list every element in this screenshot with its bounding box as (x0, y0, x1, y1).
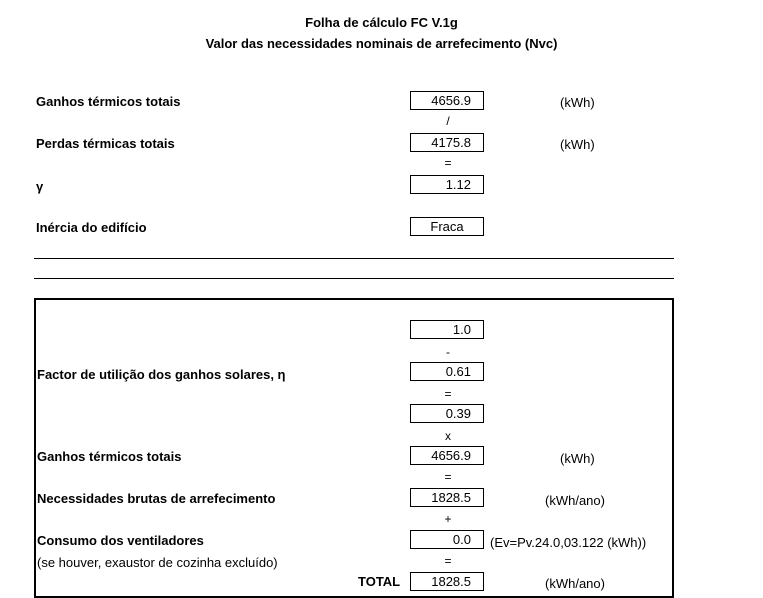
plus-operator: + (444, 512, 452, 526)
consumo-formula: (Ev=Pv.24.0,03.122 (kWh)) (490, 535, 647, 550)
ganhos-unit: (kWh) (560, 95, 595, 110)
divide-operator: / (446, 114, 450, 128)
gamma-value-cell[interactable]: 1.12 (410, 175, 484, 194)
necessidades-value-cell[interactable]: 1828.5 (410, 488, 484, 507)
equals-operator-3: = (444, 554, 452, 568)
perdas-unit: (kWh) (560, 137, 595, 152)
minus-operator: - (446, 345, 450, 359)
inercia-label: Inércia do edifício (36, 220, 147, 235)
necessidades-label: Necessidades brutas de arrefecimento (37, 491, 276, 506)
ganhos-value-cell[interactable]: 4656.9 (410, 91, 484, 110)
equals-operator-2: = (444, 470, 452, 484)
separator-line-1 (34, 258, 674, 259)
factor-value-cell[interactable]: 0.61 (410, 362, 484, 381)
times-operator: x (445, 429, 451, 443)
box-ganhos-label: Ganhos térmicos totais (37, 449, 182, 464)
perdas-value-cell[interactable]: 4175.8 (410, 133, 484, 152)
total-value-cell[interactable]: 1828.5 (410, 572, 484, 591)
ganhos-label: Ganhos térmicos totais (36, 94, 181, 109)
one-value-cell[interactable]: 1.0 (410, 320, 484, 339)
sheet-title: Folha de cálculo FC V.1g (305, 15, 458, 30)
equals-operator: = (444, 156, 452, 170)
box-ganhos-unit: (kWh) (560, 451, 595, 466)
total-unit: (kWh/ano) (545, 576, 605, 591)
consumo-label: Consumo dos ventiladores (37, 533, 204, 548)
total-label: TOTAL (358, 574, 401, 589)
equals-operator-1: = (444, 387, 452, 401)
diff-value-cell[interactable]: 0.39 (410, 404, 484, 423)
perdas-label: Perdas térmicas totais (36, 136, 175, 151)
inercia-value-cell[interactable]: Fraca (410, 217, 484, 236)
necessidades-unit: (kWh/ano) (545, 493, 605, 508)
factor-label: Factor de utilição dos ganhos solares, η (37, 367, 286, 382)
consumo-value-cell[interactable]: 0.0 (410, 530, 484, 549)
gamma-label: γ (36, 179, 44, 194)
sheet-subtitle: Valor das necessidades nominais de arrefecimento (Nvc) (205, 36, 558, 51)
cooling-calc-frame (34, 298, 674, 598)
consumo-note: (se houver, exaustor de cozinha excluído) (37, 555, 278, 570)
box-ganhos-value-cell[interactable]: 4656.9 (410, 446, 484, 465)
separator-line-2 (34, 278, 674, 279)
